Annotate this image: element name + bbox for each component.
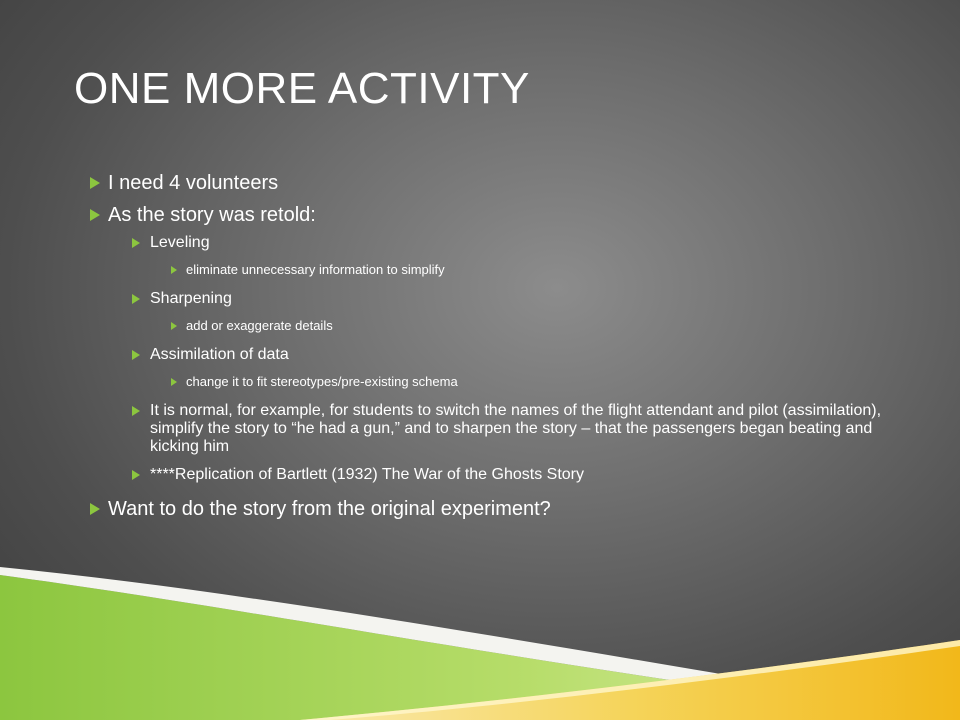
bullet-text: add or exaggerate details: [186, 318, 333, 333]
triangle-right-icon: [162, 318, 186, 334]
triangle-right-icon: [122, 234, 150, 252]
bullet-text: Want to do the story from the original experiment?: [108, 498, 551, 520]
bullet-text: As the story was retold:: [108, 204, 316, 226]
triangle-right-icon: [82, 170, 108, 196]
triangle-right-icon: [122, 346, 150, 364]
bullet-text: eliminate unnecessary information to simplify: [186, 262, 445, 277]
triangle-right-icon: [162, 262, 186, 278]
list-item: [82, 202, 882, 228]
list-item: [82, 170, 882, 196]
triangle-right-icon: [122, 402, 150, 420]
bullet-text: change it to fit stereotypes/pre-existing schema: [186, 374, 458, 389]
list-item: [122, 234, 882, 252]
bullet-text: ****Replication of Bartlett (1932) The War of the Ghosts Story: [150, 466, 584, 483]
bullet-text: It is normal, for example, for students to switch the names of the flight attendant and pilot (assimilation), simplify the story to “he had a gun,” and to sharpen the story – that the passengers began beating and kicking him: [150, 402, 882, 455]
triangle-right-icon: [122, 466, 150, 484]
triangle-right-icon: [82, 202, 108, 228]
list-item: [162, 374, 882, 390]
list-item: [82, 496, 882, 522]
slide-title: ONE MORE ACTIVITY: [74, 64, 530, 113]
list-item: [122, 466, 882, 484]
list-item: [122, 402, 882, 456]
list-item: [122, 346, 882, 364]
list-item: [122, 290, 882, 308]
list-item: [162, 318, 882, 334]
bullet-text: Assimilation of data: [150, 346, 289, 363]
triangle-right-icon: [82, 496, 108, 522]
triangle-right-icon: [122, 290, 150, 308]
triangle-right-icon: [162, 374, 186, 390]
list-item: [162, 262, 882, 278]
bullet-text: I need 4 volunteers: [108, 172, 279, 194]
bullet-text: Sharpening: [150, 290, 232, 307]
bullet-list: [82, 170, 882, 528]
bullet-text: Leveling: [150, 234, 210, 251]
